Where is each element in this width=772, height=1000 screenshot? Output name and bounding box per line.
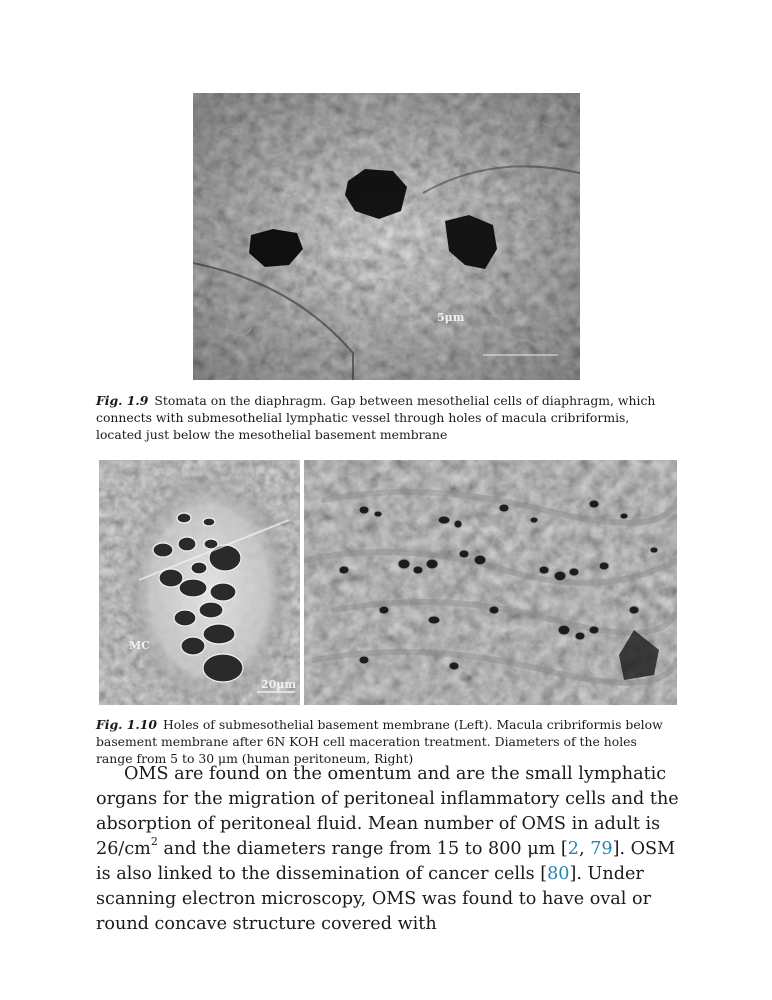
scale-label: 5μm <box>437 311 465 324</box>
caption-text: Stomata on the diaphragm. Gap between mesothelial cells of diaphragm, which connects with submesothelial lymphatic vessel through holes of macula cribriformis, located just below the mesothelial basement membrane <box>96 393 656 442</box>
figure-1-10-left-micrograph <box>99 460 300 705</box>
citation-link[interactable]: 79 <box>590 839 613 859</box>
body-text-2: and the diameters range from 15 to 800 μm [ <box>157 839 568 859</box>
caption-label: Fig. 1.9 <box>96 393 149 408</box>
citation-separator: , <box>579 839 591 859</box>
body-text-4: ]. Under scanning electron microscopy, OMS was found to have oval or round concave structure covered with <box>96 864 651 934</box>
sem-image-diaphragm-stomata <box>193 93 580 380</box>
scale-label: 20μm <box>261 678 296 691</box>
figure-1-10-right-micrograph <box>304 460 677 705</box>
sem-image-basement-membrane-holes <box>99 460 300 705</box>
sem-image-macula-cribriformis <box>304 460 677 705</box>
caption-label: Fig. 1.10 <box>96 717 157 732</box>
superscript: 2 <box>150 835 158 849</box>
citation-link[interactable]: 80 <box>547 864 570 884</box>
citation-link[interactable]: 2 <box>567 839 579 859</box>
body-paragraph <box>96 762 686 937</box>
body-text-3: ]. OSM is also linked to the dissemination of cancer cells [ <box>96 839 676 884</box>
mc-label: MC <box>129 639 150 652</box>
figure-1-9-caption <box>96 392 676 443</box>
figure-1-9-micrograph <box>193 93 580 380</box>
figure-1-10-caption <box>96 716 676 767</box>
caption-text: Holes of submesothelial basement membrane (Left). Macula cribriformis below basement membrane after 6N KOH cell maceration treatment. Diameters of the holes range from 5 to 30 μm (human peritoneum, Right) <box>96 717 663 766</box>
body-text-1: OMS are found on the omentum and are the small lymphatic organs for the migration of peritoneal inflammatory cells and the absorption of peritoneal fluid. Mean number of OMS in adult is 26/cm <box>96 764 679 859</box>
